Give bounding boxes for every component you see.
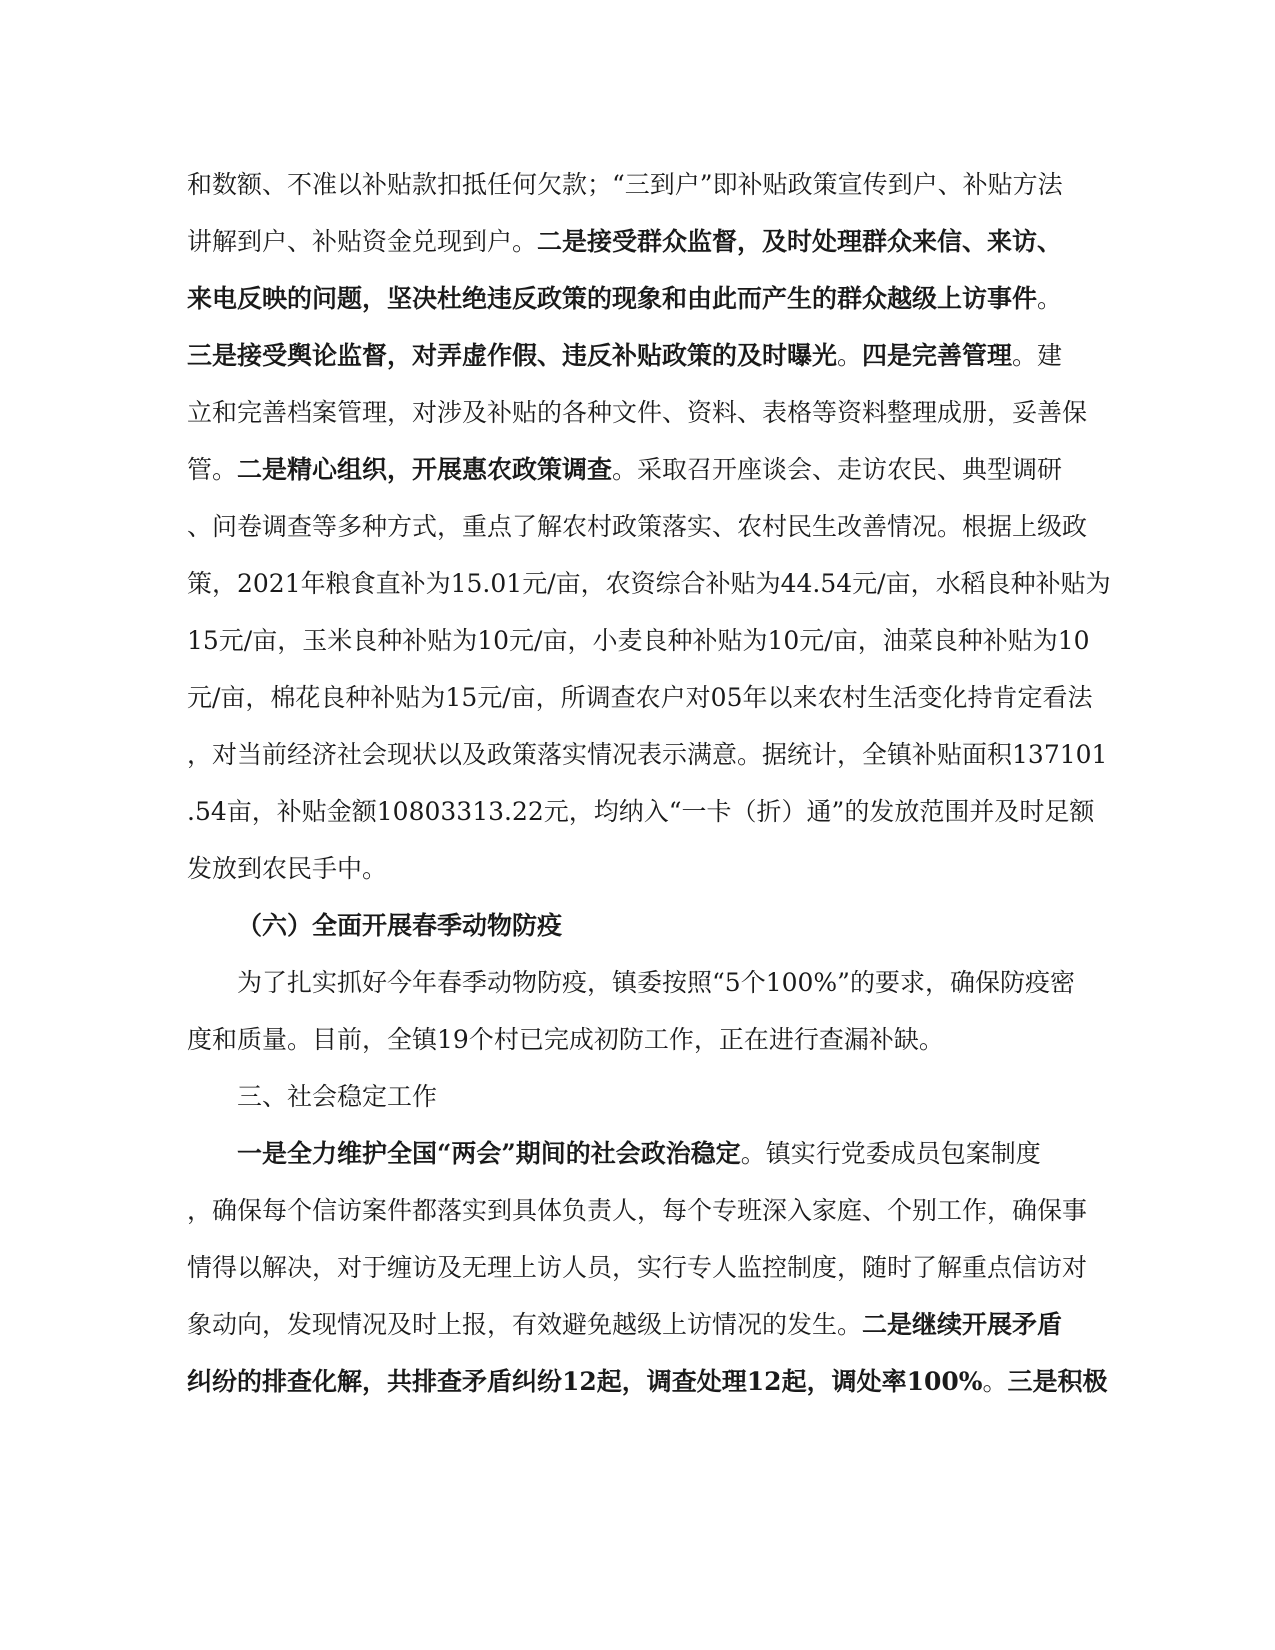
text-segment-bold: 三是积极	[1007, 1367, 1108, 1396]
text-line	[187, 626, 1090, 656]
text-line	[187, 1253, 1087, 1283]
text-segment-bold: 纠纷的排查化解，共排查矛盾纠纷12起，调查处理12起，调处率100%	[187, 1367, 983, 1396]
text-segment: 。	[837, 341, 863, 370]
text-segment: 。镇实行党委成员包案制度	[740, 1139, 1041, 1168]
text-segment-bold: 二是精心组织，开展惠农政策调查	[237, 455, 613, 484]
text-segment: 策，2021年粮食直补为15.01元/亩，农资综合补贴为44.54元/亩，水稻良种补贴为	[187, 569, 1111, 598]
text-segment: 。建	[1012, 341, 1063, 370]
text-segment: 和数额、不准以补贴款扣抵任何欠款；“三到户”即补贴政策宣传到户、补贴方法	[187, 170, 1063, 199]
text-segment: .54亩，补贴金额10803313.22元，均纳入“一卡（折）通”的发放范围并及时足额	[187, 797, 1095, 826]
text-line	[187, 1196, 1087, 1226]
text-segment: 15元/亩，玉米良种补贴为10元/亩，小麦良种补贴为10元/亩，油菜良种补贴为10	[187, 626, 1090, 655]
text-line	[187, 455, 1087, 485]
text-segment-bold: 二是接受群众监督，及时处理群众来信、来访、	[537, 227, 1063, 256]
text-segment: ，对当前经济社会现状以及政策落实情况表示满意。据统计，全镇补贴面积137101	[187, 740, 1108, 769]
text-segment: 为了扎实抓好今年春季动物防疫，镇委按照“5个100%”的要求，确保防疫密	[237, 968, 1075, 997]
text-segment: 情得以解决，对于缠访及无理上访人员，实行专人监控制度，随时了解重点信访对	[187, 1253, 1088, 1282]
text-segment: 。	[982, 1367, 1008, 1396]
text-line	[187, 683, 1093, 713]
text-segment: 元/亩，棉花良种补贴为15元/亩，所调查农户对05年以来农村生活变化持肯定看法	[187, 683, 1093, 712]
text-segment: 发放到农民手中。	[187, 854, 388, 883]
text-line	[187, 854, 1087, 884]
text-line	[237, 1139, 1137, 1169]
section-heading	[237, 1082, 1137, 1112]
text-segment-bold: （六）全面开展春季动物防疫	[237, 911, 563, 940]
section-heading	[237, 911, 1137, 941]
text-segment-bold: 一是全力维护全国“两会”期间的社会政治稳定	[237, 1139, 741, 1168]
text-segment-bold: 四是完善管理	[862, 341, 1013, 370]
text-line	[187, 170, 1087, 200]
text-line	[187, 341, 1087, 371]
text-line	[187, 512, 1087, 542]
text-segment: 象动向，发现情况及时上报，有效避免越级上访情况的发生。	[187, 1310, 863, 1339]
text-segment-bold: 三是接受舆论监督，对弄虚作假、违反补贴政策的及时曝光	[187, 341, 838, 370]
text-line	[187, 227, 1087, 257]
text-line	[187, 398, 1087, 428]
text-segment: 管。	[187, 455, 238, 484]
text-line	[187, 569, 1111, 599]
text-line	[187, 740, 1108, 770]
text-segment: ，确保每个信访案件都落实到具体负责人，每个专班深入家庭、个别工作，确保事	[187, 1196, 1088, 1225]
text-segment: 三、社会稳定工作	[237, 1082, 438, 1111]
text-segment: 讲解到户、补贴资金兑现到户。	[187, 227, 538, 256]
text-segment-bold: 二是继续开展矛盾	[862, 1310, 1063, 1339]
text-line	[187, 284, 1087, 314]
text-segment: 立和完善档案管理，对涉及补贴的各种文件、资料、表格等资料整理成册，妥善保	[187, 398, 1088, 427]
text-line	[187, 1367, 1108, 1397]
text-line	[237, 968, 1137, 998]
text-line	[187, 797, 1095, 827]
text-segment: 。	[1037, 284, 1063, 313]
text-segment: 。采取召开座谈会、走访农民、典型调研	[612, 455, 1063, 484]
text-line	[187, 1310, 1087, 1340]
text-segment: 度和质量。目前，全镇19个村已完成初防工作，正在进行查漏补缺。	[187, 1025, 944, 1054]
text-line	[187, 1025, 1087, 1055]
text-segment-bold: 来电反映的问题，坚决杜绝违反政策的现象和由此而产生的群众越级上访事件	[187, 284, 1038, 313]
text-segment: 、问卷调查等多种方式，重点了解农村政策落实、农村民生改善情况。根据上级政	[187, 512, 1088, 541]
